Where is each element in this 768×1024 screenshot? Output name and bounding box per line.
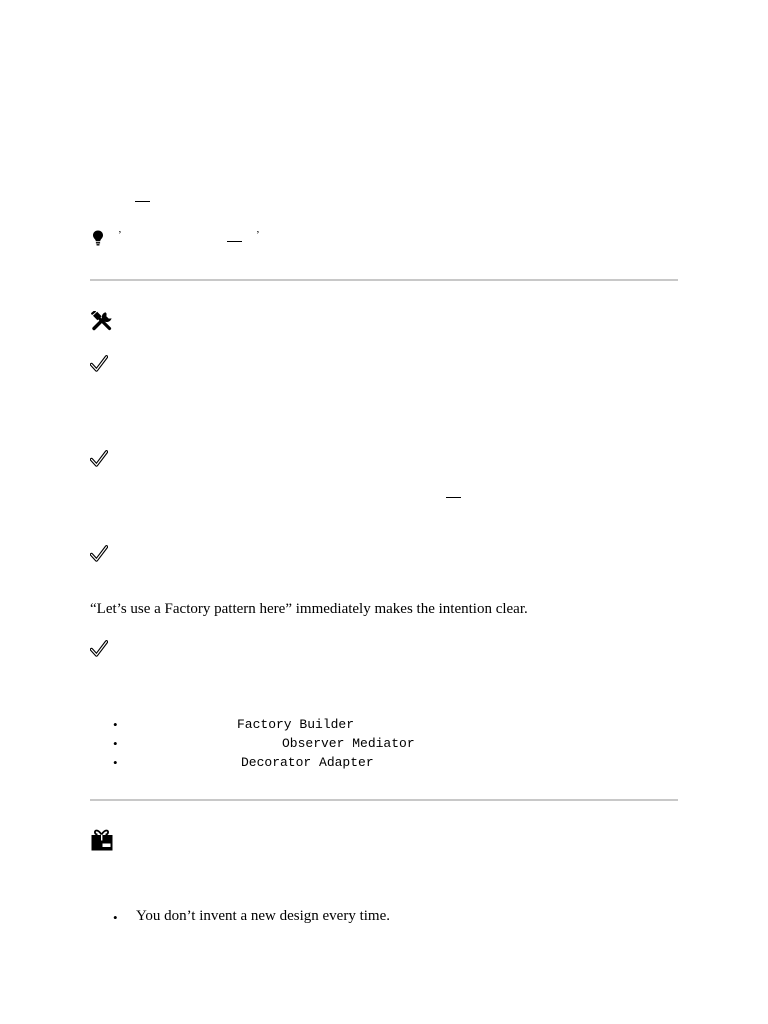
lightbulb-icon bbox=[92, 230, 104, 246]
list-bullet: • bbox=[113, 755, 118, 770]
apostrophe-mark: ’ bbox=[118, 229, 122, 241]
apostrophe-mark: ’ bbox=[256, 229, 260, 241]
em-dash bbox=[135, 201, 150, 202]
pattern-names: Observer Mediator bbox=[282, 736, 415, 751]
em-dash bbox=[446, 497, 461, 498]
tools-icon bbox=[91, 311, 113, 331]
check-icon bbox=[90, 545, 108, 562]
gift-icon bbox=[91, 829, 113, 851]
list-bullet: • bbox=[113, 717, 118, 732]
section-divider bbox=[90, 279, 678, 281]
check-icon bbox=[90, 355, 108, 372]
list-bullet: • bbox=[113, 736, 118, 751]
pattern-names: Factory Builder bbox=[237, 717, 355, 732]
pattern-names: Decorator Adapter bbox=[241, 755, 374, 770]
factory-quote: “Let’s use a Factory pattern here” immediately makes the intention clear. bbox=[90, 601, 528, 617]
list-bullet: • bbox=[113, 910, 118, 925]
reuse-item: You don’t invent a new design every time. bbox=[136, 908, 390, 924]
check-icon bbox=[90, 450, 108, 467]
section-divider bbox=[90, 799, 678, 801]
em-dash bbox=[227, 241, 242, 242]
check-icon bbox=[90, 640, 108, 657]
